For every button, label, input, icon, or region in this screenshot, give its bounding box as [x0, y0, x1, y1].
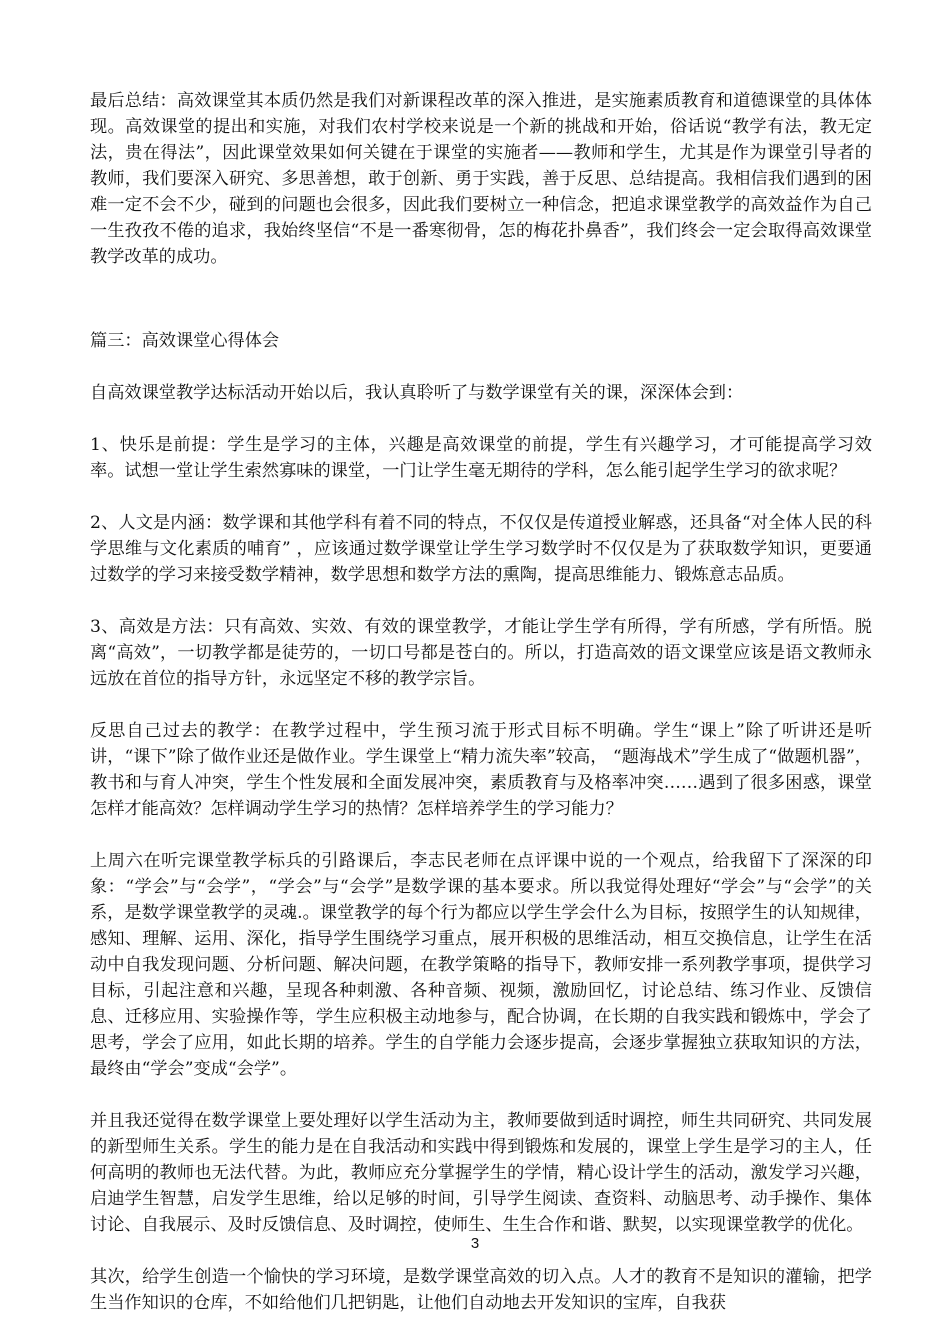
body-paragraph-3: 2、人文是内涵：数学课和其他学科有着不同的特点，不仅仅是传道授业解惑，还具备“对全体人民的科学思维与文化素质的哺育” ，应该通过数学课堂让学生学习数学时不仅仅是为了获取数学知识，更要通过数学的学习来接受数学精神，数学思想和数学方法的熏陶，提高思维能力、锻炼意志品质。 — [90, 513, 872, 585]
body-paragraph-5: 反思自己过去的教学：在教学过程中，学生预习流于形式目标不明确。学生“课上”除了听讲还是听讲，“课下”除了做作业还是做作业。学生课堂上“精力流失率”较高， “题海战术”学生成了“做题机器”，教书和与育人冲突，学生个性发展和全面发展冲突，素质教育与及格率冲突……遇到了很多困惑，课堂怎样才能高效？怎样调动学生学习的热情？怎样培养学生的学习能力？ — [90, 721, 872, 819]
intro-paragraph: 最后总结：高效课堂其本质仍然是我们对新课程改革的深入推进，是实施素质教育和道德课堂的具体体现。高效课堂的提出和实施，对我们农村学校来说是一个新的挑战和开始，俗话说“教学有法，教无定法，贵在得法”，因此课堂效果如何关键在于课堂的实施者——教师和学生，尤其是作为课堂引导者的教师，我们要深入研究、多思善想，敢于创新、勇于实践，善于反思、总结提高。我相信我们遇到的困难一定不会不少，碰到的问题也会很多，因此我们要树立一种信念，把追求课堂教学的高效益作为自己一生孜孜不倦的追求，我始终坚信“不是一番寒彻骨，怎的梅花扑鼻香”，我们终会一定会取得高效课堂教学改革的成功。 — [90, 91, 872, 267]
body-paragraph-6: 上周六在听完课堂教学标兵的引路课后，李志民老师在点评课中说的一个观点，给我留下了深深的印象：“学会”与“会学”，“学会”与“会学”是数学课的基本要求。所以我觉得处理好“学会”与“会学”的关系，是数学课堂教学的灵魂.。课堂教学的每个行为都应以学生学会什么为目标，按照学生的认知规律，感知、理解、运用、深化，指导学生围绕学习重点，展开积极的思维活动，相互交换信息，让学生在活动中自我发现问题、分析问题、解决问题，在教学策略的指导下，教师安排一系列教学事项，提供学习目标，引起注意和兴趣，呈现各种刺激、各种音频、视频，激励回忆，讨论总结、练习作业、反馈信息、迁移应用、实验操作等，学生应积极主动地参与，配合协调，在长期的自我实践和锻炼中，学会了思考，学会了应用，如此长期的培养。学生的自学能力会逐步提高，会逐步掌握独立获取知识的方法，最终由“学会”变成“会学”。 — [90, 851, 872, 1079]
body-paragraph-4: 3、高效是方法：只有高效、实效、有效的课堂教学，才能让学生学有所得，学有所感，学有所悟。脱离“高效”，一切教学都是徒劳的，一切口号都是苍白的。所以，打造高效的语文课堂应该是语文教师永远放在首位的指导方针，永远坚定不移的教学宗旨。 — [90, 617, 872, 689]
page-content — [90, 88, 872, 1342]
body-paragraph-8: 其次，给学生创造一个愉快的学习环境，是数学课堂高效的切入点。人才的教育不是知识的灌输，把学生当作知识的仓库，不如给他们几把钥匙，让他们自动地去开发知识的宝库，自我获 — [90, 1267, 872, 1313]
page-number: 3 — [470, 1235, 480, 1252]
body-paragraph-7: 并且我还觉得在数学课堂上要处理好以学生活动为主，教师要做到适时调控，师生共同研究、共同发展的新型师生关系。学生的能力是在自我活动和实践中得到锻炼和发展的，课堂上学生是学习的主人，任何高明的教师也无法代替。为此，教师应充分掌握学生的学情，精心设计学生的活动，激发学习兴趣，启迪学生智慧，启发学生思维，给以足够的时间，引导学生阅读、查资料、动脑思考、动手操作、集体讨论、自我展示、及时反馈信息、及时调控，使师生、生生合作和谐、默契，以实现课堂教学的优化。 — [90, 1111, 872, 1235]
body-paragraph-2: 1、快乐是前提：学生是学习的主体，兴趣是高效课堂的前提，学生有兴趣学习，才可能提高学习效率。试想一堂让学生索然寡味的课堂，一门让学生毫无期待的学科，怎么能引起学生学习的欲求呢？ — [90, 435, 872, 481]
section-title: 篇三：高效课堂心得体会 — [90, 331, 280, 351]
body-paragraph-1: 自高效课堂教学达标活动开始以后，我认真聆听了与数学课堂有关的课，深深体会到： — [90, 383, 744, 403]
